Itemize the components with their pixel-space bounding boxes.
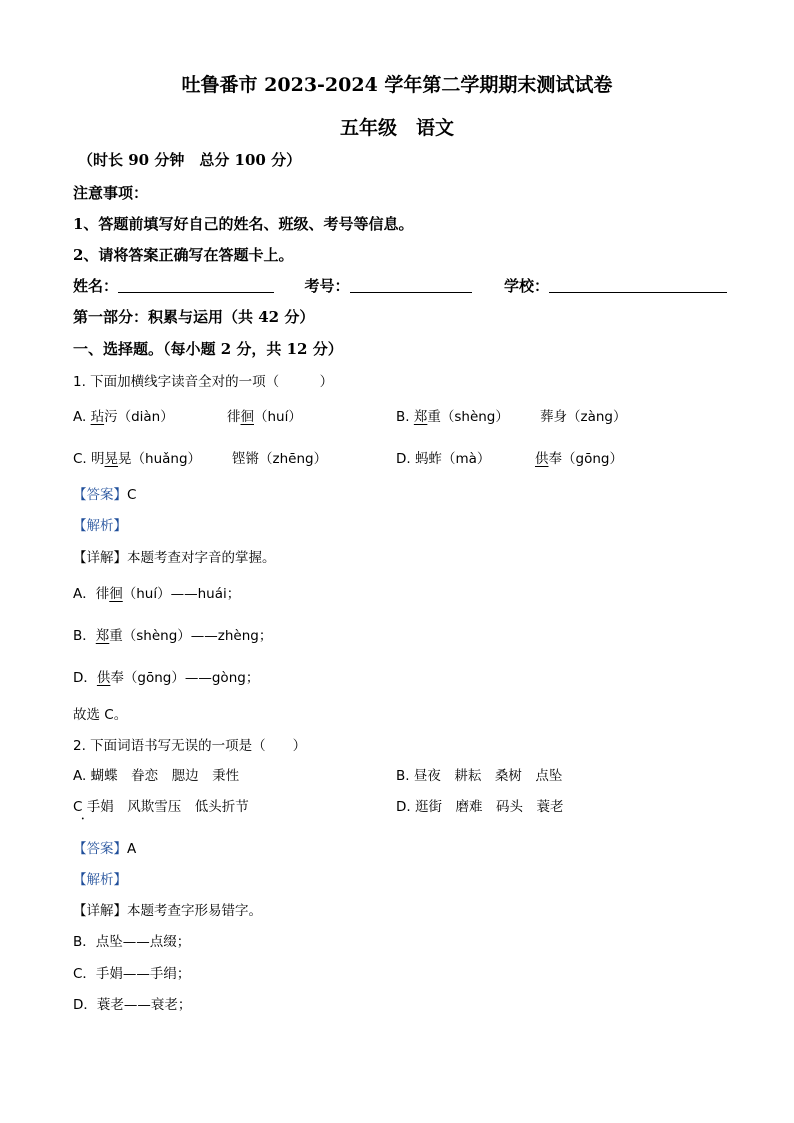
exam-duration: （时长 90 分钟 总分 100 分） bbox=[78, 151, 302, 169]
exam-subtitle: 五年级 语文 bbox=[339, 117, 454, 139]
stray-dot: • bbox=[81, 816, 85, 823]
school-label: 学校： bbox=[503, 277, 549, 295]
q1-option-a1: A. 玷污（diàn） bbox=[73, 409, 174, 425]
q1-detail: 【详解】本题考查对字音的掌握。 bbox=[73, 550, 276, 566]
q2-analysis-tag: 【解析】 bbox=[73, 872, 127, 888]
q1-stem: 1. 下面加横线字读音全对的一项（ ） bbox=[73, 374, 334, 390]
notice-item-1: 1、答题前填写好自己的姓名、班级、考号等信息。 bbox=[73, 215, 414, 233]
q1-exp-b: B．郑重（shèng）——zhèng； bbox=[73, 628, 273, 644]
q2-stem: 2. 下面词语书写无误的一项是（ ） bbox=[73, 738, 307, 754]
info-fields-row bbox=[73, 275, 727, 296]
q2-option-a: A. 蝴蝶 眷恋 腮边 秉性 bbox=[73, 768, 240, 784]
q1-exp-a: A．徘徊（huí）——huái； bbox=[73, 586, 241, 602]
choice-heading: 一、选择题。（每小题 2 分，共 12 分） bbox=[73, 340, 343, 358]
q1-option-b1: B. 郑重（shèng） bbox=[396, 409, 509, 425]
q1-option-d2: 供奉（gōng） bbox=[535, 451, 623, 467]
q2-answer: 【答案】A bbox=[73, 841, 137, 857]
part1-heading: 第一部分：积累与运用（共 42 分） bbox=[73, 308, 315, 326]
q1-option-b2: 葬身（zàng） bbox=[540, 409, 627, 425]
school-blank[interactable] bbox=[549, 278, 727, 293]
q1-exp-d: D．供奉（gōng）——gòng； bbox=[73, 670, 260, 686]
q1-option-d1: D. 蚂蚱（mà） bbox=[396, 451, 491, 467]
q1-option-c2: 铿锵（zhēng） bbox=[232, 451, 328, 467]
notice-item-2: 2、请将答案正确写在答题卡上。 bbox=[73, 246, 294, 264]
q2-option-d: D. 逛街 磨难 码头 蓑老 bbox=[396, 799, 564, 815]
q2-option-c: C 手娟 风欺雪压 低头折节 bbox=[73, 799, 249, 815]
q1-analysis-tag: 【解析】 bbox=[73, 518, 127, 534]
id-label: 考号： bbox=[304, 277, 350, 295]
notice-heading: 注意事项： bbox=[73, 184, 149, 202]
q1-option-a2: 徘徊（huí） bbox=[227, 409, 302, 425]
q2-option-b: B. 昼夜 耕耘 桑树 点坠 bbox=[396, 768, 563, 784]
id-blank[interactable] bbox=[350, 278, 472, 293]
q1-option-c1: C. 明晃晃（huǎng） bbox=[73, 451, 202, 467]
q2-exp-d: D．蓑老——衰老； bbox=[73, 997, 192, 1013]
q1-conclusion: 故选 C。 bbox=[73, 707, 128, 723]
q2-exp-b: B．点坠——点缀； bbox=[73, 934, 191, 950]
q2-detail: 【详解】本题考查字形易错字。 bbox=[73, 903, 262, 919]
exam-title: 吐鲁番市 2023-2024 学年第二学期期末测试试卷 bbox=[181, 74, 613, 96]
name-label: 姓名： bbox=[73, 277, 119, 295]
q1-answer: 【答案】C bbox=[73, 487, 137, 503]
name-blank[interactable] bbox=[118, 278, 274, 293]
q2-exp-c: C．手娟——手绢； bbox=[73, 966, 191, 982]
